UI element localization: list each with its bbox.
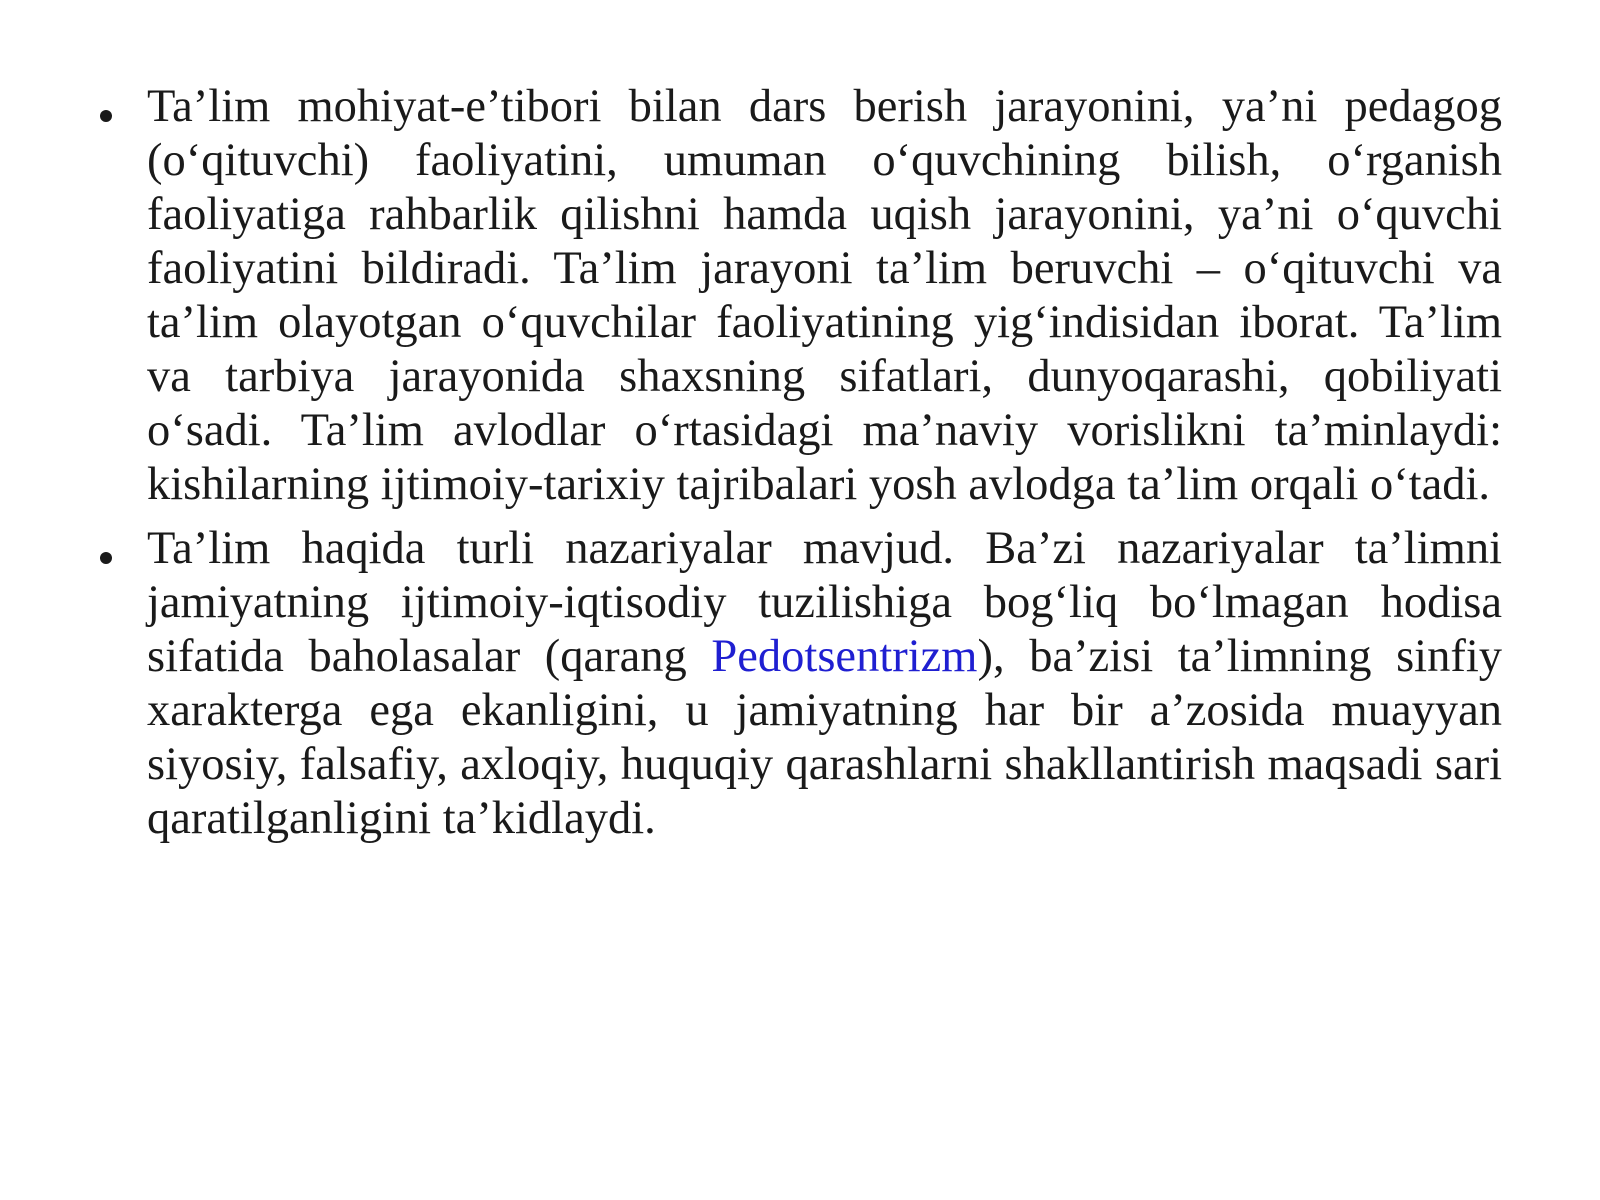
bullet-text: Ta’lim mohiyat-e’tibori bilan dars berish jarayonini, ya’ni pedagog (o‘qituvchi) faoliyatini, umuman o‘quvchining bilish, o‘rganish faoliyatiga rahbarlik qilishni hamda uqish jarayonini, ya’ni o‘quvchi faoliyatini bildiradi. Ta’lim jarayoni ta’lim beruvchi – o‘qituvchi va ta’lim olayotgan o‘quvchilar faoliyatining yig‘indisidan iborat. Ta’lim va tarbiya jarayonida shaxsning sifatlari, dunyoqarashi, qobiliyati o‘sadi. Ta’lim avlodlar o‘rtasidagi ma’naviy vorislikni ta’minlaydi: kishilarning ijtimoiy-tarixiy tajribalari yosh avlodga ta’lim orqali o‘tadi. (147, 81, 1502, 510)
bullet-list (96, 80, 1502, 856)
pedotsentrizm-link[interactable]: Pedotsentrizm (711, 631, 978, 682)
bullet-dot-icon (100, 110, 112, 122)
bullet-dot-icon (100, 552, 112, 564)
bullet-text-before-link: Ta’lim haqida turli nazariyalar mavjud. Ba’zi nazariyalar ta’limni jamiyatning ijtimoiy-iqtisodiy tuzilishiga bog‘liq bo‘lmagan hodisa sifatida baholasalar (qarang (147, 523, 1502, 682)
bullet-item-1 (96, 80, 1502, 512)
bullet-item-2 (96, 522, 1502, 846)
bullet-text-after-link: ), ba’zisi ta’limning sinfiy xarakterga ega ekanligini, u jamiyatning har bir a’zosida muayyan siyosiy, falsafiy, axloqiy, huquqiy qarashlarni shakllantirish maqsadi sari qaratilganligini ta’kidlaydi. (147, 631, 1502, 844)
